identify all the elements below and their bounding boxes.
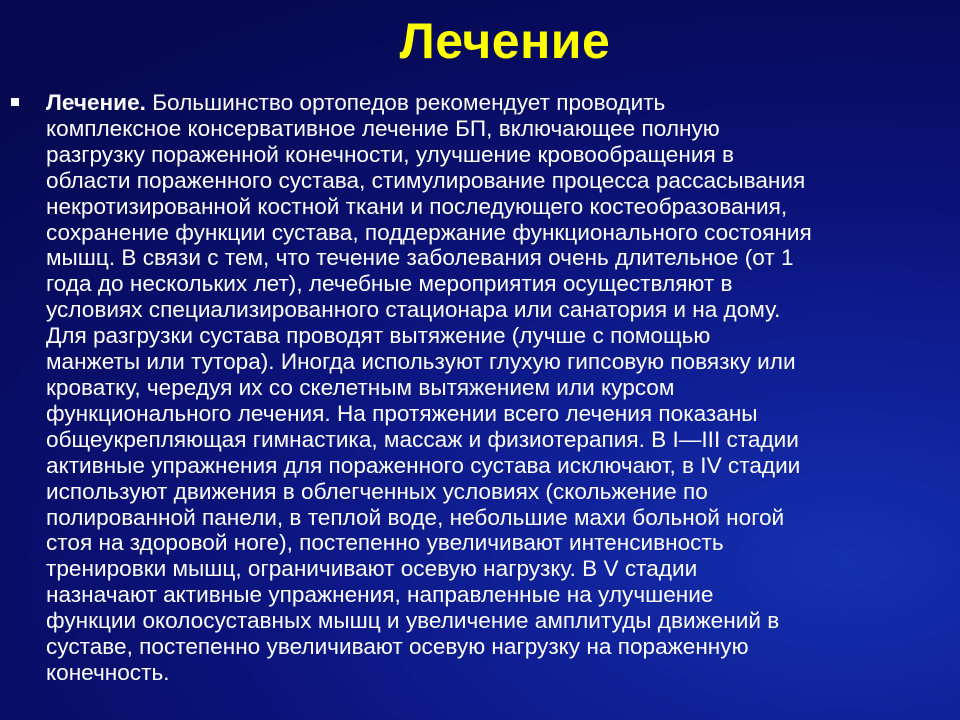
text-line: общеукрепляющая гимнастика, массаж и физиотерапия. В I—III стадии — [46, 426, 799, 452]
text-line: мышц. В связи с тем, что течение заболевания очень длительное (от 1 — [46, 245, 794, 271]
text-line: условиях специализированного стационара или санатория и на дому. — [46, 297, 781, 323]
body-paragraph — [46, 90, 950, 686]
text-line: кроватку, чередуя их со скелетным вытяжением или курсом — [46, 374, 675, 400]
text-line-segment: Большинство ортопедов рекомендует проводить — [145, 90, 666, 115]
text-line: области пораженного сустава, стимулирование процесса рассасывания — [46, 167, 806, 193]
text-line: используют движения в облегченных условиях (скольжение по — [46, 478, 708, 504]
text-line: конечность. — [46, 659, 170, 685]
text-line: сохранение функции сустава, поддержание функционального состояния — [46, 219, 812, 245]
text-line: функции околосуставных мышц и увеличение амплитуды движений в — [46, 608, 780, 634]
text-line: манжеты или тутора). Иногда используют глухую гипсовую повязку или — [46, 349, 796, 375]
text-line: назначают активные упражнения, направленные на улучшение — [46, 582, 714, 608]
text-line: разгрузку пораженной конечности, улучшение кровообращения в — [46, 141, 734, 167]
text-line: комплексное консервативное лечение БП, включающее полную — [46, 115, 720, 141]
lead-term: Лечение. — [46, 90, 146, 115]
text-line: Для разгрузки сустава проводят вытяжение (лучше с помощью — [46, 323, 711, 349]
text-line: некротизированной костной ткани и последующего костеобразования, — [46, 193, 788, 219]
text-line: полированной панели, в теплой воде, небольшие махи больной ногой — [46, 504, 785, 530]
text-line: активные упражнения для пораженного сустава исключают, в IV стадии — [46, 452, 801, 478]
text-line: стоя на здоровой ноге), постепенно увеличивают интенсивность — [46, 530, 724, 556]
text-line: года до нескольких лет), лечебные мероприятия осуществляют в — [46, 271, 733, 297]
slide-title: Лечение — [399, 13, 611, 69]
text-line — [46, 90, 950, 116]
text-line: тренировки мышц, ограничивают осевую нагрузку. В V стадии — [46, 556, 698, 582]
text-line: суставе, постепенно увеличивают осевую нагрузку на пораженную — [46, 634, 749, 660]
bullet-square-icon — [11, 98, 19, 106]
text-line: функционального лечения. На протяжении всего лечения показаны — [46, 400, 758, 426]
